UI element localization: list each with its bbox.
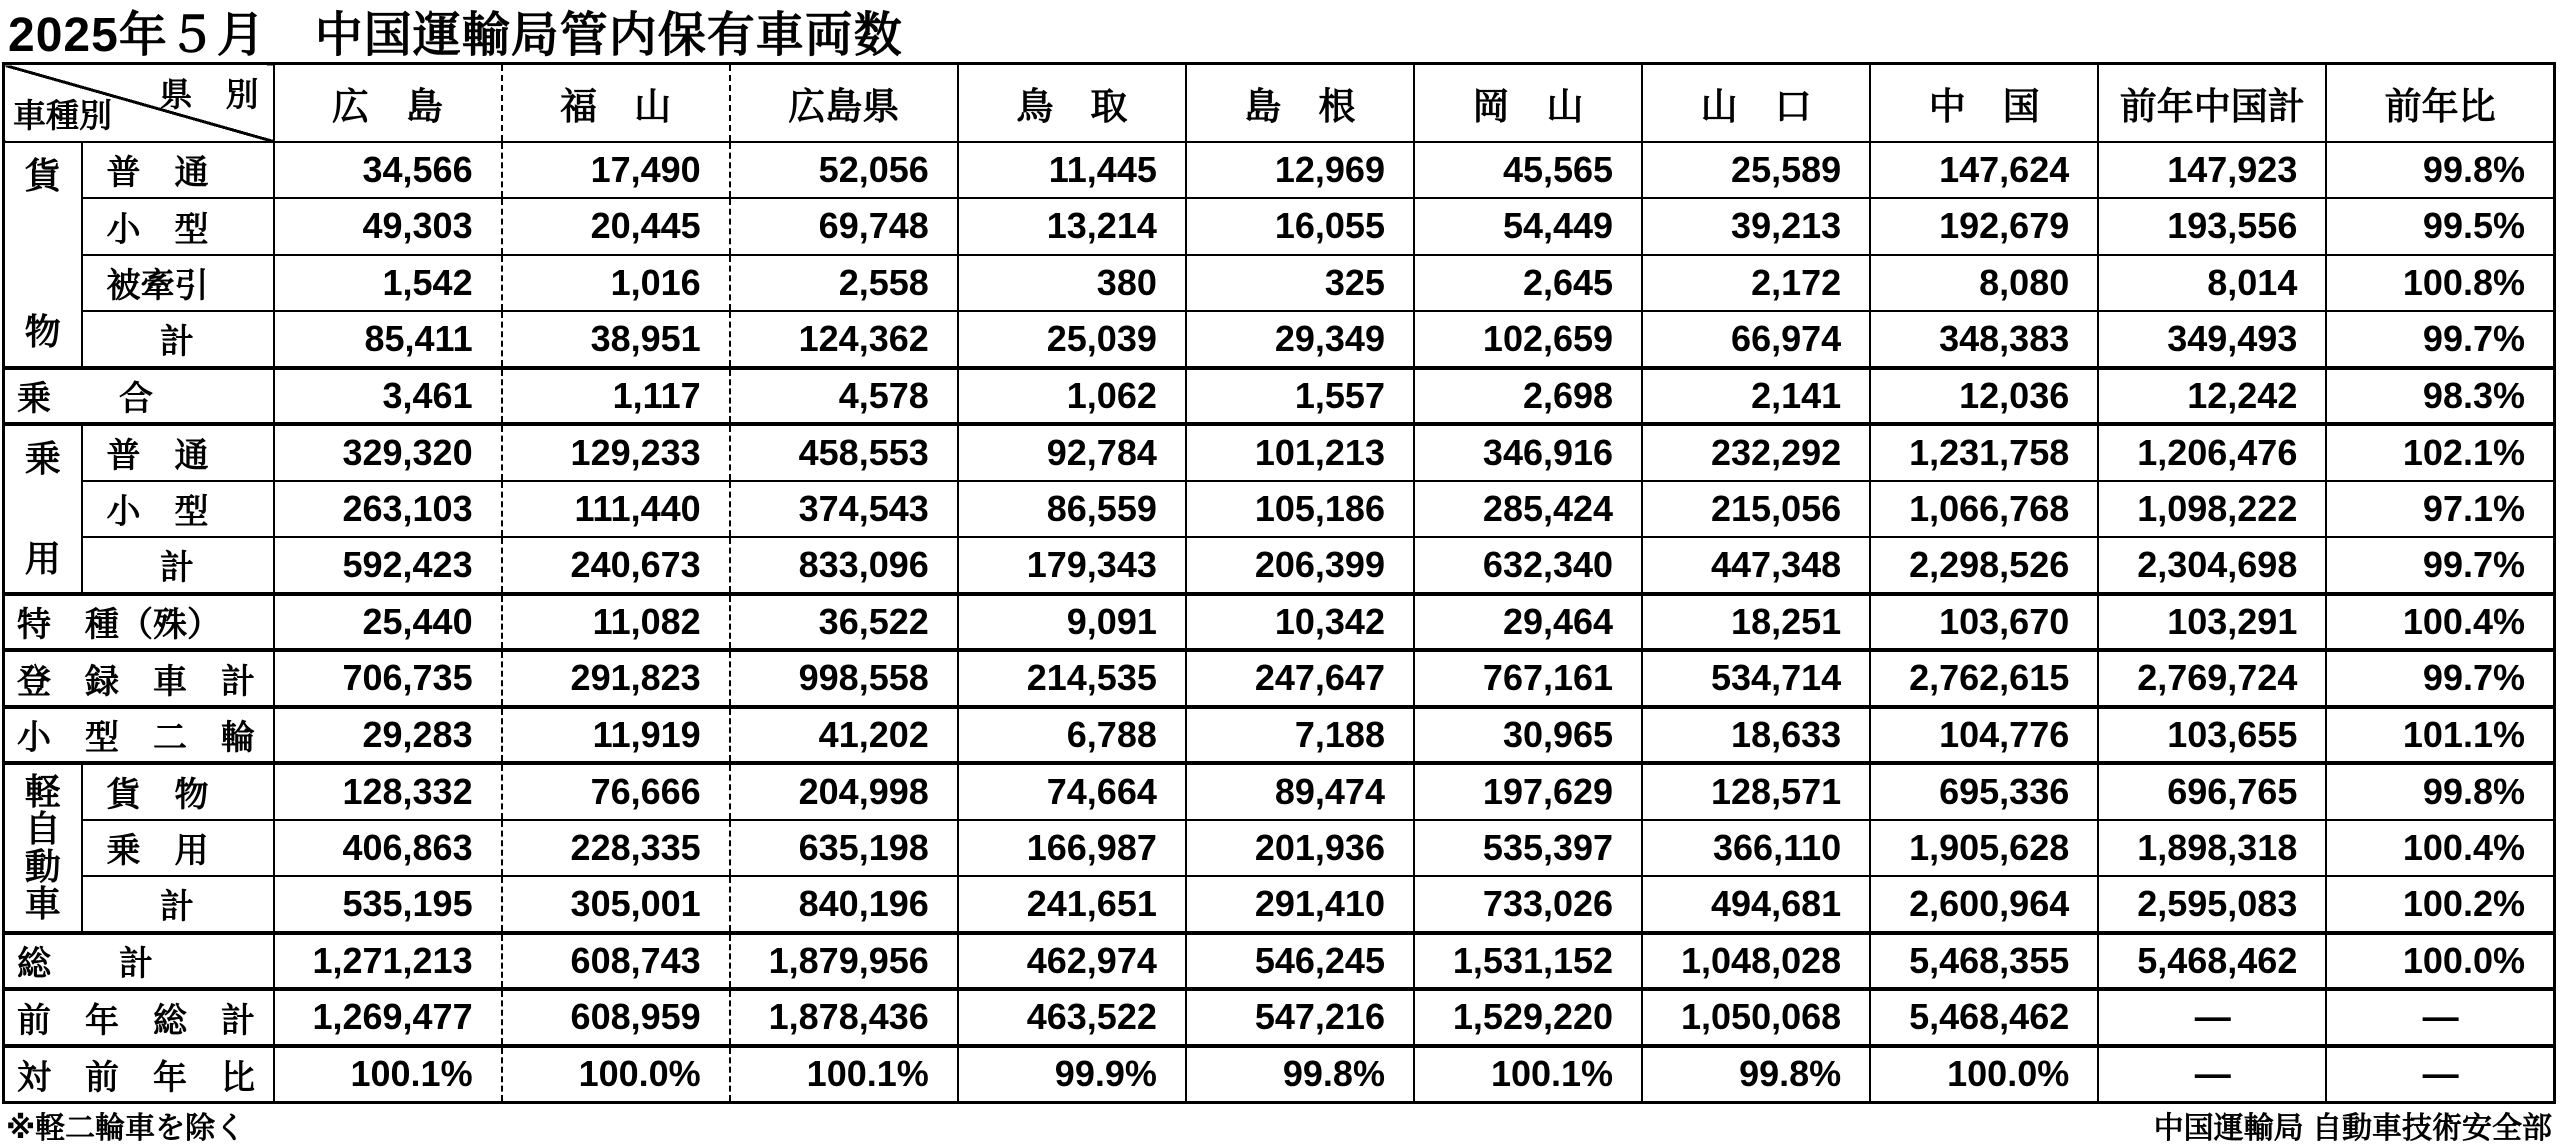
value-cell: 380 <box>958 255 1186 312</box>
value-cell: 2,298,526 <box>1870 537 2098 594</box>
value-cell: 99.8% <box>1642 1046 1870 1103</box>
value-cell: 39,213 <box>1642 198 1870 255</box>
value-cell: 706,735 <box>274 650 502 707</box>
value-cell: 2,698 <box>1414 368 1642 425</box>
value-cell: 695,336 <box>1870 763 2098 820</box>
value-cell: — <box>2098 989 2326 1046</box>
value-cell: 285,424 <box>1414 481 1642 538</box>
value-cell: 147,923 <box>2098 142 2326 199</box>
value-cell: 99.7% <box>2326 537 2554 594</box>
value-cell: 447,348 <box>1642 537 1870 594</box>
row-label: 貨 物 <box>82 763 274 820</box>
value-cell: 608,959 <box>502 989 730 1046</box>
value-cell: 325 <box>1186 255 1414 312</box>
value-cell: 767,161 <box>1414 650 1642 707</box>
value-cell: 128,332 <box>274 763 502 820</box>
value-cell: 18,251 <box>1642 594 1870 651</box>
column-header: 山 口 <box>1642 64 1870 142</box>
value-cell: 329,320 <box>274 424 502 481</box>
row-label: 計 <box>82 537 274 594</box>
table-row <box>4 933 2555 990</box>
value-cell: 241,651 <box>958 876 1186 933</box>
row-group-label: 乗 用 <box>4 424 82 594</box>
value-cell: 74,664 <box>958 763 1186 820</box>
table-row <box>4 1046 2555 1103</box>
value-cell: 291,410 <box>1186 876 1414 933</box>
row-label: 計 <box>82 876 274 933</box>
value-cell: 1,098,222 <box>2098 481 2326 538</box>
value-cell: 20,445 <box>502 198 730 255</box>
value-cell: 494,681 <box>1642 876 1870 933</box>
row-label: 小 型 <box>82 481 274 538</box>
value-cell: 100.2% <box>2326 876 2554 933</box>
value-cell: 206,399 <box>1186 537 1414 594</box>
value-cell: 8,080 <box>1870 255 2098 312</box>
value-cell: 124,362 <box>730 311 958 368</box>
corner-prefecture-label: 県 別 <box>159 76 259 113</box>
value-cell: 105,186 <box>1186 481 1414 538</box>
value-cell: 458,553 <box>730 424 958 481</box>
value-cell: 1,050,068 <box>1642 989 1870 1046</box>
page-title: 2025年５月 中国運輸局管内保有車両数 <box>8 9 903 62</box>
value-cell: 41,202 <box>730 707 958 764</box>
table-row <box>4 594 2555 651</box>
value-cell: 8,014 <box>2098 255 2326 312</box>
row-label: 登 録 車 計 <box>4 650 274 707</box>
value-cell: 1,206,476 <box>2098 424 2326 481</box>
value-cell: 1,231,758 <box>1870 424 2098 481</box>
value-cell: 54,449 <box>1414 198 1642 255</box>
value-cell: 11,445 <box>958 142 1186 199</box>
value-cell: 52,056 <box>730 142 958 199</box>
value-cell: 2,595,083 <box>2098 876 2326 933</box>
value-cell: 998,558 <box>730 650 958 707</box>
row-label: 前 年 総 計 <box>4 989 274 1046</box>
value-cell: 215,056 <box>1642 481 1870 538</box>
value-cell: 632,340 <box>1414 537 1642 594</box>
value-cell: 592,423 <box>274 537 502 594</box>
value-cell: 25,589 <box>1642 142 1870 199</box>
value-cell: 5,468,462 <box>1870 989 2098 1046</box>
value-cell: 100.0% <box>502 1046 730 1103</box>
value-cell: 18,633 <box>1642 707 1870 764</box>
value-cell: — <box>2326 1046 2554 1103</box>
footnote-exclusion: ※軽二輪車を除く <box>6 1112 246 1145</box>
value-cell: 100.0% <box>2326 933 2554 990</box>
table-row <box>4 820 2555 877</box>
row-label: 被牽引 <box>82 255 274 312</box>
table-row <box>4 537 2555 594</box>
value-cell: 76,666 <box>502 763 730 820</box>
value-cell: 11,919 <box>502 707 730 764</box>
value-cell: 36,522 <box>730 594 958 651</box>
value-cell: 2,762,615 <box>1870 650 2098 707</box>
value-cell: 228,335 <box>502 820 730 877</box>
value-cell: 1,905,628 <box>1870 820 2098 877</box>
table-row <box>4 650 2555 707</box>
value-cell: 86,559 <box>958 481 1186 538</box>
column-header: 鳥 取 <box>958 64 1186 142</box>
value-cell: 2,141 <box>1642 368 1870 425</box>
value-cell: 66,974 <box>1642 311 1870 368</box>
value-cell: 833,096 <box>730 537 958 594</box>
value-cell: 12,969 <box>1186 142 1414 199</box>
table-row <box>4 368 2555 425</box>
value-cell: 3,461 <box>274 368 502 425</box>
value-cell: 29,349 <box>1186 311 1414 368</box>
value-cell: 696,765 <box>2098 763 2326 820</box>
value-cell: 100.1% <box>274 1046 502 1103</box>
value-cell: 99.9% <box>958 1046 1186 1103</box>
table-body <box>4 142 2555 1103</box>
value-cell: 2,645 <box>1414 255 1642 312</box>
value-cell: 1,531,152 <box>1414 933 1642 990</box>
value-cell: 5,468,355 <box>1870 933 2098 990</box>
value-cell: 608,743 <box>502 933 730 990</box>
value-cell: 197,629 <box>1414 763 1642 820</box>
value-cell: 305,001 <box>502 876 730 933</box>
value-cell: 535,397 <box>1414 820 1642 877</box>
column-header: 広 島 <box>274 64 502 142</box>
value-cell: 1,271,213 <box>274 933 502 990</box>
value-cell: 128,571 <box>1642 763 1870 820</box>
value-cell: 535,195 <box>274 876 502 933</box>
corner-vehicle-type-label: 車種別 <box>13 96 112 134</box>
value-cell: 263,103 <box>274 481 502 538</box>
row-label: 特 種（殊） <box>4 594 274 651</box>
value-cell: 840,196 <box>730 876 958 933</box>
row-group-label: 貨 物 <box>4 142 82 368</box>
value-cell: 100.0% <box>1870 1046 2098 1103</box>
value-cell: 29,464 <box>1414 594 1642 651</box>
row-label: 小 型 二 輪 <box>4 707 274 764</box>
value-cell: 103,655 <box>2098 707 2326 764</box>
value-cell: 99.7% <box>2326 311 2554 368</box>
row-label: 小 型 <box>82 198 274 255</box>
value-cell: 291,823 <box>502 650 730 707</box>
column-header: 島 根 <box>1186 64 1414 142</box>
value-cell: 103,670 <box>1870 594 2098 651</box>
value-cell: 111,440 <box>502 481 730 538</box>
value-cell: 104,776 <box>1870 707 2098 764</box>
table-header-row <box>4 64 2555 142</box>
value-cell: 103,291 <box>2098 594 2326 651</box>
column-header: 福 山 <box>502 64 730 142</box>
value-cell: 6,788 <box>958 707 1186 764</box>
value-cell: 9,091 <box>958 594 1186 651</box>
value-cell: 2,172 <box>1642 255 1870 312</box>
value-cell: 349,493 <box>2098 311 2326 368</box>
row-label: 総 計 <box>4 933 274 990</box>
value-cell: 4,578 <box>730 368 958 425</box>
value-cell: — <box>2098 1046 2326 1103</box>
row-label: 乗 用 <box>82 820 274 877</box>
value-cell: 30,965 <box>1414 707 1642 764</box>
value-cell: 101,213 <box>1186 424 1414 481</box>
value-cell: 17,490 <box>502 142 730 199</box>
value-cell: 635,198 <box>730 820 958 877</box>
value-cell: 547,216 <box>1186 989 1414 1046</box>
value-cell: 1,269,477 <box>274 989 502 1046</box>
value-cell: 45,565 <box>1414 142 1642 199</box>
table-row <box>4 198 2555 255</box>
column-header: 岡 山 <box>1414 64 1642 142</box>
value-cell: 34,566 <box>274 142 502 199</box>
value-cell: 89,474 <box>1186 763 1414 820</box>
value-cell: 2,600,964 <box>1870 876 2098 933</box>
value-cell: 193,556 <box>2098 198 2326 255</box>
value-cell: 129,233 <box>502 424 730 481</box>
value-cell: 99.7% <box>2326 650 2554 707</box>
vehicle-table <box>2 62 2556 1104</box>
table-row <box>4 142 2555 199</box>
value-cell: 147,624 <box>1870 142 2098 199</box>
value-cell: 12,242 <box>2098 368 2326 425</box>
value-cell: 348,383 <box>1870 311 2098 368</box>
table-row <box>4 989 2555 1046</box>
value-cell: 85,411 <box>274 311 502 368</box>
value-cell: 100.8% <box>2326 255 2554 312</box>
footnote-source: 中国運輸局 自動車技術安全部 <box>2153 1112 2552 1145</box>
value-cell: 69,748 <box>730 198 958 255</box>
value-cell: 2,769,724 <box>2098 650 2326 707</box>
value-cell: 1,542 <box>274 255 502 312</box>
value-cell: 1,898,318 <box>2098 820 2326 877</box>
value-cell: 99.8% <box>2326 142 2554 199</box>
value-cell: 92,784 <box>958 424 1186 481</box>
value-cell: 98.3% <box>2326 368 2554 425</box>
row-label: 普 通 <box>82 424 274 481</box>
table-row <box>4 876 2555 933</box>
value-cell: 1,879,956 <box>730 933 958 990</box>
value-cell: 733,026 <box>1414 876 1642 933</box>
value-cell: 7,188 <box>1186 707 1414 764</box>
value-cell: 179,343 <box>958 537 1186 594</box>
table-row <box>4 763 2555 820</box>
column-header: 広島県 <box>730 64 958 142</box>
value-cell: 100.1% <box>1414 1046 1642 1103</box>
value-cell: 546,245 <box>1186 933 1414 990</box>
value-cell: — <box>2326 989 2554 1046</box>
value-cell: 166,987 <box>958 820 1186 877</box>
value-cell: 406,863 <box>274 820 502 877</box>
value-cell: 247,647 <box>1186 650 1414 707</box>
value-cell: 100.1% <box>730 1046 958 1103</box>
value-cell: 534,714 <box>1642 650 1870 707</box>
value-cell: 1,557 <box>1186 368 1414 425</box>
value-cell: 102.1% <box>2326 424 2554 481</box>
column-header: 中 国 <box>1870 64 2098 142</box>
value-cell: 374,543 <box>730 481 958 538</box>
value-cell: 1,066,768 <box>1870 481 2098 538</box>
value-cell: 1,878,436 <box>730 989 958 1046</box>
value-cell: 240,673 <box>502 537 730 594</box>
value-cell: 13,214 <box>958 198 1186 255</box>
row-label: 対 前 年 比 <box>4 1046 274 1103</box>
value-cell: 11,082 <box>502 594 730 651</box>
value-cell: 101.1% <box>2326 707 2554 764</box>
value-cell: 99.8% <box>1186 1046 1414 1103</box>
value-cell: 1,117 <box>502 368 730 425</box>
value-cell: 97.1% <box>2326 481 2554 538</box>
table-row <box>4 424 2555 481</box>
value-cell: 1,529,220 <box>1414 989 1642 1046</box>
value-cell: 12,036 <box>1870 368 2098 425</box>
value-cell: 100.4% <box>2326 820 2554 877</box>
row-label: 乗 合 <box>4 368 274 425</box>
value-cell: 232,292 <box>1642 424 1870 481</box>
row-group-label: 軽 自 動 車 <box>4 763 82 933</box>
column-header: 前年比 <box>2326 64 2554 142</box>
table-row <box>4 255 2555 312</box>
value-cell: 49,303 <box>274 198 502 255</box>
value-cell: 214,535 <box>958 650 1186 707</box>
value-cell: 25,039 <box>958 311 1186 368</box>
value-cell: 25,440 <box>274 594 502 651</box>
value-cell: 1,062 <box>958 368 1186 425</box>
table-container <box>2 62 2556 1104</box>
table-row <box>4 311 2555 368</box>
value-cell: 10,342 <box>1186 594 1414 651</box>
value-cell: 16,055 <box>1186 198 1414 255</box>
value-cell: 102,659 <box>1414 311 1642 368</box>
value-cell: 99.8% <box>2326 763 2554 820</box>
row-label: 普 通 <box>82 142 274 199</box>
value-cell: 462,974 <box>958 933 1186 990</box>
value-cell: 100.4% <box>2326 594 2554 651</box>
value-cell: 1,048,028 <box>1642 933 1870 990</box>
value-cell: 346,916 <box>1414 424 1642 481</box>
table-row <box>4 707 2555 764</box>
value-cell: 2,558 <box>730 255 958 312</box>
value-cell: 38,951 <box>502 311 730 368</box>
column-header: 前年中国計 <box>2098 64 2326 142</box>
value-cell: 201,936 <box>1186 820 1414 877</box>
value-cell: 192,679 <box>1870 198 2098 255</box>
value-cell: 29,283 <box>274 707 502 764</box>
table-row <box>4 481 2555 538</box>
value-cell: 204,998 <box>730 763 958 820</box>
row-label: 計 <box>82 311 274 368</box>
value-cell: 99.5% <box>2326 198 2554 255</box>
value-cell: 366,110 <box>1642 820 1870 877</box>
value-cell: 1,016 <box>502 255 730 312</box>
value-cell: 5,468,462 <box>2098 933 2326 990</box>
value-cell: 2,304,698 <box>2098 537 2326 594</box>
value-cell: 463,522 <box>958 989 1186 1046</box>
corner-cell <box>4 64 274 142</box>
